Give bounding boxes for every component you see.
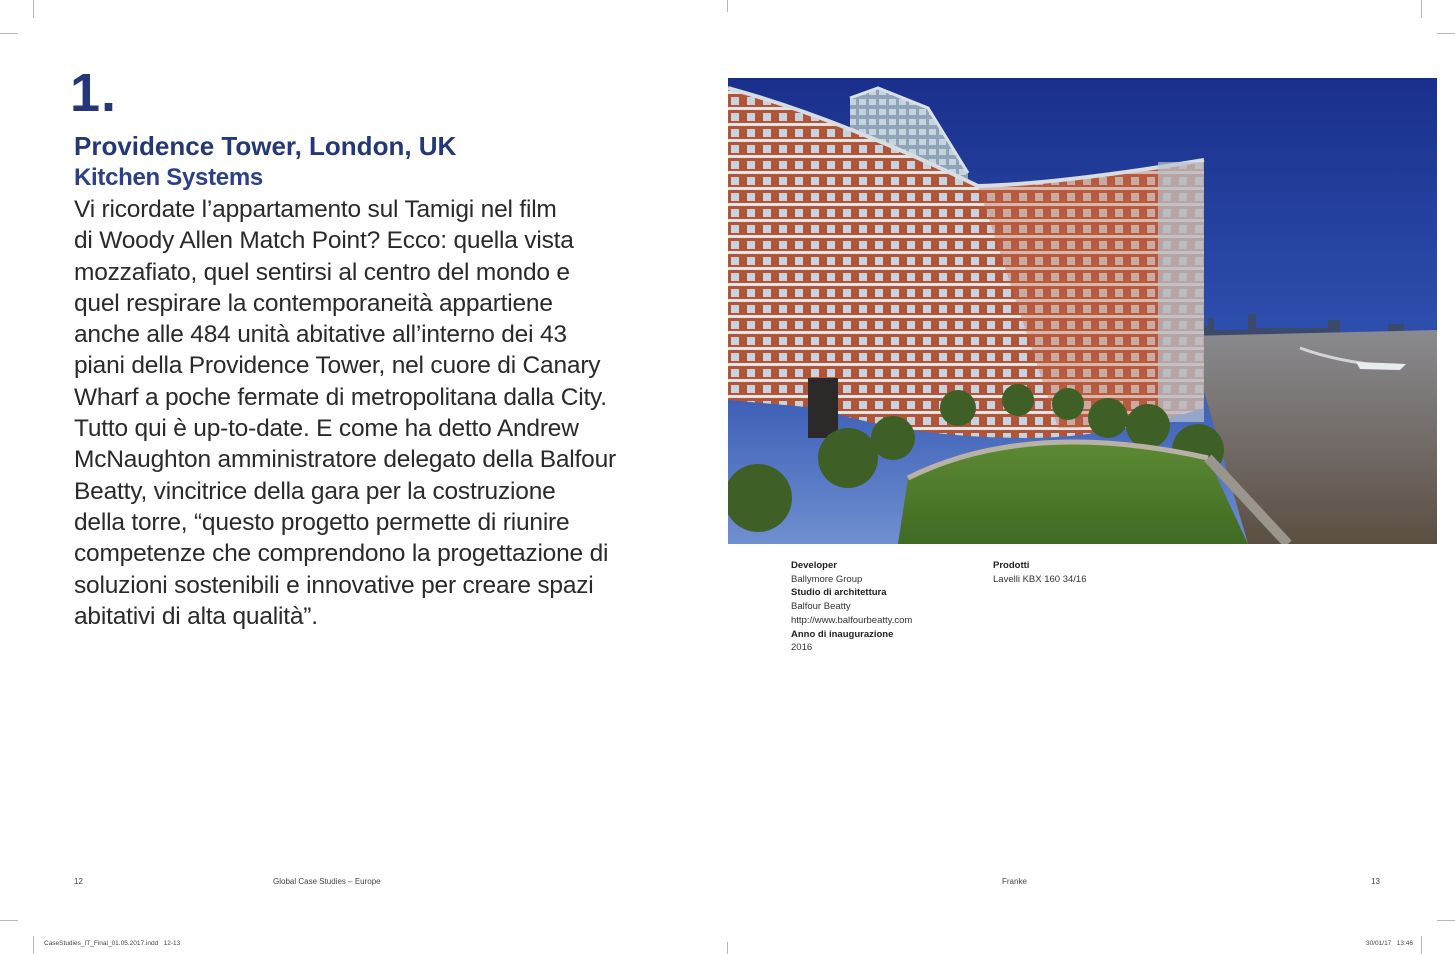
case-title: Providence Tower, London, UK [74, 131, 457, 161]
body-line: abitativi di alta qualità”. [74, 602, 318, 630]
year-value: 2016 [791, 642, 813, 654]
body-line: anche alle 484 unità abitative all’interno dei 43 [74, 321, 567, 349]
body-line: piani della Providence Tower, nel cuore di Canary [74, 352, 601, 380]
slug-timestamp: 30/01/17 13:46 [1366, 940, 1413, 947]
products-value: Lavelli KBX 160 34/16 [993, 573, 1087, 585]
entrance-arch [808, 378, 838, 438]
body-line: Beatty, vincitrice della gara per la costruzione [74, 477, 556, 505]
studio-value: Balfour Beatty [791, 601, 851, 613]
project-details-right [993, 559, 1086, 586]
body-line: Wharf a poche fermate di metropolitana dalla City. [74, 383, 607, 411]
crop-mark [33, 0, 34, 18]
studio-label: Studio di architettura [791, 587, 887, 599]
products-label: Prodotti [993, 560, 1030, 571]
developer-value: Ballymore Group [791, 573, 863, 585]
body-line: mozzafiato, quel sentirsi al centro del mondo e [74, 258, 570, 286]
project-details-left [791, 559, 912, 655]
building-photo-illustration [728, 78, 1437, 544]
crop-mark [0, 33, 18, 34]
crop-mark [1421, 936, 1422, 954]
body-paragraph [74, 194, 616, 632]
crop-mark [33, 936, 34, 954]
crop-mark [1437, 920, 1455, 921]
developer-label: Developer [791, 560, 837, 571]
body-line: Tutto qui è up-to-date. E come ha detto Andrew [74, 415, 579, 443]
body-line: quel respirare la contemporaneità appartiene [74, 289, 553, 317]
slug-file: CaseStudies_IT_Final_01.05.2017.indd 12-13 [44, 940, 181, 947]
left-page-number: 12 [74, 877, 83, 886]
crop-mark [0, 920, 18, 921]
body-line: soluzioni sostenibili e innovative per creare spazi [74, 571, 594, 599]
case-number: 1. [70, 63, 118, 123]
right-page-number: 13 [1371, 877, 1380, 886]
studio-url-link[interactable]: http://www.balfourbeatty.com [791, 614, 913, 626]
body-line: di Woody Allen Match Point? Ecco: quella vista [74, 227, 574, 255]
left-running-title: Global Case Studies – Europe [273, 877, 381, 886]
right-running-title: Franke [1002, 877, 1027, 886]
body-line: competenze che comprendono la progettazione di [74, 540, 609, 568]
crop-mark [1437, 33, 1455, 34]
building-photo [728, 78, 1437, 544]
body-line: Vi ricordate l’appartamento sul Tamigi nel film [74, 196, 557, 223]
body-line: McNaughton amministratore delegato della Balfour [74, 446, 616, 474]
crop-mark [727, 942, 728, 954]
crop-mark [1421, 0, 1422, 18]
building-glass-end [1158, 162, 1204, 422]
body-line: della torre, “questo progetto permette di riunire [74, 508, 570, 536]
case-subtitle: Kitchen Systems [74, 164, 263, 191]
crop-mark [727, 0, 728, 12]
year-label: Anno di inaugurazione [791, 628, 894, 640]
